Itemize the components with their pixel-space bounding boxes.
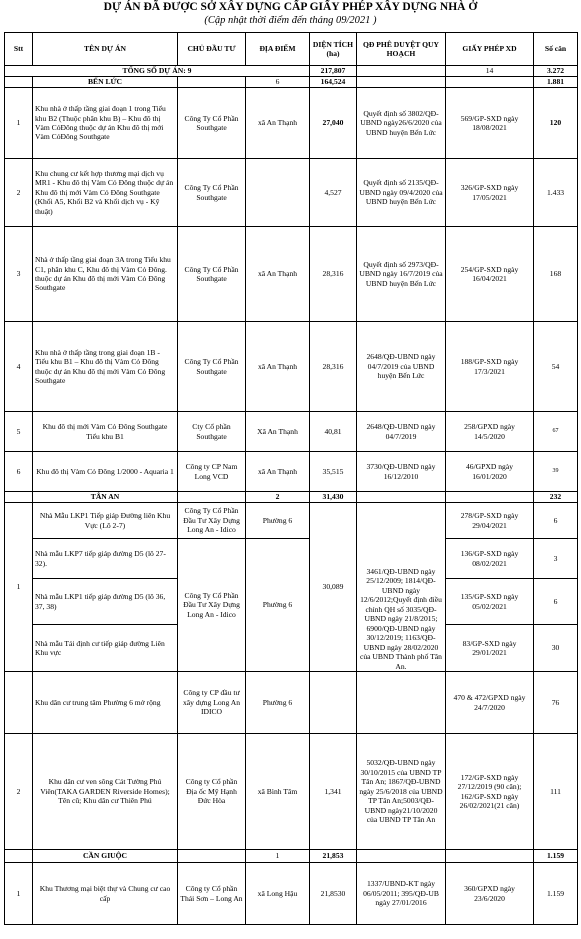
table-row (5, 227, 578, 322)
table-row (5, 322, 578, 412)
project-name-cell: Khu chung cư kết hợp thương mại dịch vụ MR1 - Khu đô thị Vàm Cỏ Đông thuộc dự án Khu đô thị mới Vàm Cỏ Đông Southgate (Khối A5, Khối B2 và Khối dịch vụ - Kỹ thuật) (33, 159, 178, 227)
project-name-cell: Nhà mẫu LKP7 tiếp giáp đường D5 (lô 27-32). (33, 539, 178, 579)
area-cell: 28,316 (310, 227, 357, 322)
investor-cell: Công Ty Cổ Phần Đầu Tư Xây Dựng Long An - Idico (178, 503, 246, 539)
units-cell: 67 (534, 412, 578, 452)
total-row (5, 66, 578, 77)
table-row (5, 863, 578, 925)
area-cell: 40,81 (310, 412, 357, 452)
units-cell: 111 (534, 734, 578, 850)
planning-cell: 1337/UBND-KT ngày 06/05/2011; 395/QĐ-UB ngày 27/01/2016 (357, 863, 446, 925)
stt-cell: 4 (5, 322, 33, 412)
location-cell: xã Long Hậu (246, 863, 310, 925)
investor-cell: Cty Cổ phần Southgate (178, 412, 246, 452)
section-row-benluc (5, 77, 578, 88)
permit-cell: 136/GP-SXD ngày 08/02/2021 (446, 539, 534, 579)
col-stt: Stt (5, 33, 33, 66)
investor-cell: Công ty Cổ phần Địa ốc Mỹ Hạnh Đức Hòa (178, 734, 246, 850)
section-area: 164,524 (310, 77, 357, 88)
project-name-cell: Khu Thương mại biệt thự và Chung cư cao cấp (33, 863, 178, 925)
total-units: 3.272 (534, 66, 578, 77)
page-subtitle: (Cập nhật thời điểm đến tháng 09/2021 ) (204, 15, 377, 26)
total-label: TỔNG SỐ DỰ ÁN: 9 (5, 66, 310, 77)
col-ten-du-an: TÊN DỰ ÁN (33, 33, 178, 66)
planning-cell: 5032/QĐ-UBND ngày 30/10/2015 của UBND TP Tân An; 1867/QĐ-UBND ngày 25/6/2018 của UBND TP Tân An;5003/QĐ-UBND ngày21/10/2020 của UBND TP Tân An (357, 734, 446, 850)
table-row (5, 672, 578, 734)
units-cell: 76 (534, 672, 578, 734)
table-row (5, 734, 578, 850)
stt-cell: 5 (5, 412, 33, 452)
col-dien-tich: DIỆN TÍCH (ha) (310, 33, 357, 66)
section-label: BẾN LỨC (33, 77, 178, 88)
project-name-cell: Khu nhà ở thấp tầng trong giai đoạn 1B - Tiểu khu B1 – Khu đô thị Vàm Cỏ Đông thuộc dự án Khu đô thị mới Vàm Cỏ Đông Southgate (33, 322, 178, 412)
stt-cell: 1 (5, 863, 33, 925)
col-chu-dau-tu: CHỦ ĐẦU TƯ (178, 33, 246, 66)
area-cell: 27,040 (310, 88, 357, 159)
location-cell: xã An Thạnh (246, 88, 310, 159)
permit-cell: 135/GP-SXD ngày 05/02/2021 (446, 579, 534, 625)
page-title: DỰ ÁN ĐÃ ĐƯỢC SỞ XÂY DỰNG CẤP GIẤY PHÉP XÂY DỰNG NHÀ Ở (103, 1, 478, 13)
col-so-can: Số căn (534, 33, 578, 66)
project-name-cell: Nhà ở thấp tầng giai đoạn 3A trong Tiểu khu C1, phân khu C, Khu đô thị Vàm Cỏ Đông. thuộc dự án Khu đô thị mới Vàm Cỏ Đông Southgate (33, 227, 178, 322)
section-count: 1 (246, 850, 310, 863)
planning-cell: Quyết định số 2135/QĐ-UBND ngày 09/4/2020 của UBND huyện Bến Lức (357, 159, 446, 227)
stt-cell: 1 (5, 503, 33, 672)
stt-cell: 6 (5, 452, 33, 492)
investor-cell: Công Ty Cổ Phần Đầu Tư Xây Dựng Long An - Idico (178, 539, 246, 672)
section-units: 1.881 (534, 77, 578, 88)
area-cell: 28,316 (310, 322, 357, 412)
section-area: 31,430 (310, 492, 357, 503)
section-label: TÂN AN (33, 492, 178, 503)
units-cell: 120 (534, 88, 578, 159)
area-cell: 35,515 (310, 452, 357, 492)
units-cell: 168 (534, 227, 578, 322)
project-name-cell: Khu đô thị mới Vàm Cỏ Đông Southgate Tiểu khu B1 (33, 412, 178, 452)
table-row (5, 159, 578, 227)
permit-cell: 326/GP-SXD ngày 17/05/2021 (446, 159, 534, 227)
units-cell: 39 (534, 452, 578, 492)
location-cell: xã An Thạnh (246, 227, 310, 322)
investor-cell: Công Ty Cổ Phần Southgate (178, 322, 246, 412)
planning-cell: Quyết định số 2973/QĐ-UBND ngày 16/7/2019 của UBND huyện Bến Lức (357, 227, 446, 322)
table-row (5, 539, 578, 579)
permit-cell: 360/GPXD ngày 23/6/2020 (446, 863, 534, 925)
planning-cell: 2648/QĐ-UBND ngày 04/7/2019 của UBND huyện Bến Lức (357, 322, 446, 412)
table-row (5, 88, 578, 159)
units-cell: 6 (534, 503, 578, 539)
total-permits: 14 (446, 66, 534, 77)
planning-cell: 3730/QĐ-UBND ngày 16/12/2010 (357, 452, 446, 492)
area-cell: 21,8530 (310, 863, 357, 925)
section-units: 232 (534, 492, 578, 503)
table-row (5, 503, 578, 539)
permit-cell: 254/GP-SXD ngày 16/04/2021 (446, 227, 534, 322)
section-row-tanan (5, 492, 578, 503)
location-cell: Xã An Thạnh (246, 412, 310, 452)
planning-cell: Quyết định số 3802/QĐ-UBND ngày26/6/2020 của UBND huyện Bến Lức (357, 88, 446, 159)
table-row (5, 452, 578, 492)
total-area: 217,807 (310, 66, 357, 77)
project-name-cell: Nhà mẫu LKP1 tiếp giáp đường D5 (lô 36, 37, 38) (33, 579, 178, 625)
stt-cell: 2 (5, 734, 33, 850)
project-name-cell: Khu dân cư trung tâm Phường 6 mở rộng (33, 672, 178, 734)
project-name-cell: Nhà Mẫu LKP1 Tiếp giáp Đường liên Khu Vực (Lô 2-7) (33, 503, 178, 539)
units-cell: 54 (534, 322, 578, 412)
units-cell: 3 (534, 539, 578, 579)
units-cell: 30 (534, 625, 578, 672)
permit-cell: 278/GP-SXD ngày 29/04/2021 (446, 503, 534, 539)
area-cell: 1,341 (310, 734, 357, 850)
section-count: 2 (246, 492, 310, 503)
permit-cell: 172/GP-SXD ngày 27/12/2019 (90 căn); 162/GP-SXD ngày 26/02/2021(21 căn) (446, 734, 534, 850)
location-cell: xã An Thạnh (246, 452, 310, 492)
projects-table (4, 32, 578, 925)
section-row-cangiuoc (5, 850, 578, 863)
units-cell: 6 (534, 579, 578, 625)
project-name-cell: Khu dân cư ven sông Cát Tường Phú Viên(TAKA GARDEN Riverside Homes); Tên cũ; Khu dân cư Thiên Phú (33, 734, 178, 850)
section-count: 6 (246, 77, 310, 88)
col-dia-diem: ĐỊA ĐIỂM (246, 33, 310, 66)
permit-cell: 83/GP-SXD ngày 29/01/2021 (446, 625, 534, 672)
location-cell: xã Bình Tâm (246, 734, 310, 850)
investor-cell: Công Ty Cổ Phần Southgate (178, 88, 246, 159)
planning-cell: 2648/QĐ-UBND ngày 04/7/2019 (357, 412, 446, 452)
table-row (5, 412, 578, 452)
planning-cell: 3461/QĐ-UBND ngày 25/12/2009; 1814/QĐ-UBND ngày 12/6/2012;Quyết định điều chỉnh QH số 3035/QĐ-UBND ngày 21/8/2015; 6900/QĐ-UBND ngày 30/12/2019; 1163/QĐ-UBND ngày 28/02/2020 của UBND Thành phố Tân An. (357, 503, 446, 672)
permit-cell: 569/GP-SXD ngày 18/08/2021 (446, 88, 534, 159)
stt-cell: 2 (5, 159, 33, 227)
stt-cell: 1 (5, 88, 33, 159)
permit-cell: 188/GP-SXD ngày 17/3/2021 (446, 322, 534, 412)
section-label: CẦN GIUỘC (33, 850, 178, 863)
permit-cell: 46/GPXD ngày 16/01/2020 (446, 452, 534, 492)
col-qd-quy-hoach: QĐ PHÊ DUYỆT QUY HOẠCH (357, 33, 446, 66)
section-area: 21,853 (310, 850, 357, 863)
project-name-cell: Khu nhà ở thấp tầng giai đoạn 1 trong Tiểu khu B2 (Thuộc phân khu B) – Khu đô thị Vàm CỏĐông thuộc dự án Khu đô thị mới Vàm CỏĐông Southgate (33, 88, 178, 159)
col-giay-phep: GIẤY PHÉP XD (446, 33, 534, 66)
investor-cell: Công ty Cổ phần Thái Sơn – Long An (178, 863, 246, 925)
permit-cell: 470 & 472/GPXD ngày 24/7/2020 (446, 672, 534, 734)
location-cell: Phường 6 (246, 539, 310, 672)
location-cell: Phường 6 (246, 672, 310, 734)
area-cell: 4,527 (310, 159, 357, 227)
investor-cell: Công ty CP đầu tư xây dựng Long An IDICO (178, 672, 246, 734)
permit-cell: 258/GPXD ngày 14/5/2020 (446, 412, 534, 452)
units-cell: 1.159 (534, 863, 578, 925)
investor-cell: Công Ty Cổ Phần Southgate (178, 159, 246, 227)
section-units: 1.159 (534, 850, 578, 863)
location-cell: Phường 6 (246, 503, 310, 539)
project-name-cell: Khu đô thị Vàm Cỏ Đông 1/2000 - Aquaria 1 (33, 452, 178, 492)
units-cell: 1.433 (534, 159, 578, 227)
stt-cell: 3 (5, 227, 33, 322)
project-name-cell: Nhà mẫu Tái định cư tiếp giáp đường Liên Khu vực (33, 625, 178, 672)
location-cell (246, 159, 310, 227)
investor-cell: Công ty CP Nam Long VCD (178, 452, 246, 492)
location-cell: xã An Thạnh (246, 322, 310, 412)
area-cell: 30,089 (310, 503, 357, 672)
header-row (5, 33, 578, 66)
investor-cell: Công Ty Cổ Phần Southgate (178, 227, 246, 322)
